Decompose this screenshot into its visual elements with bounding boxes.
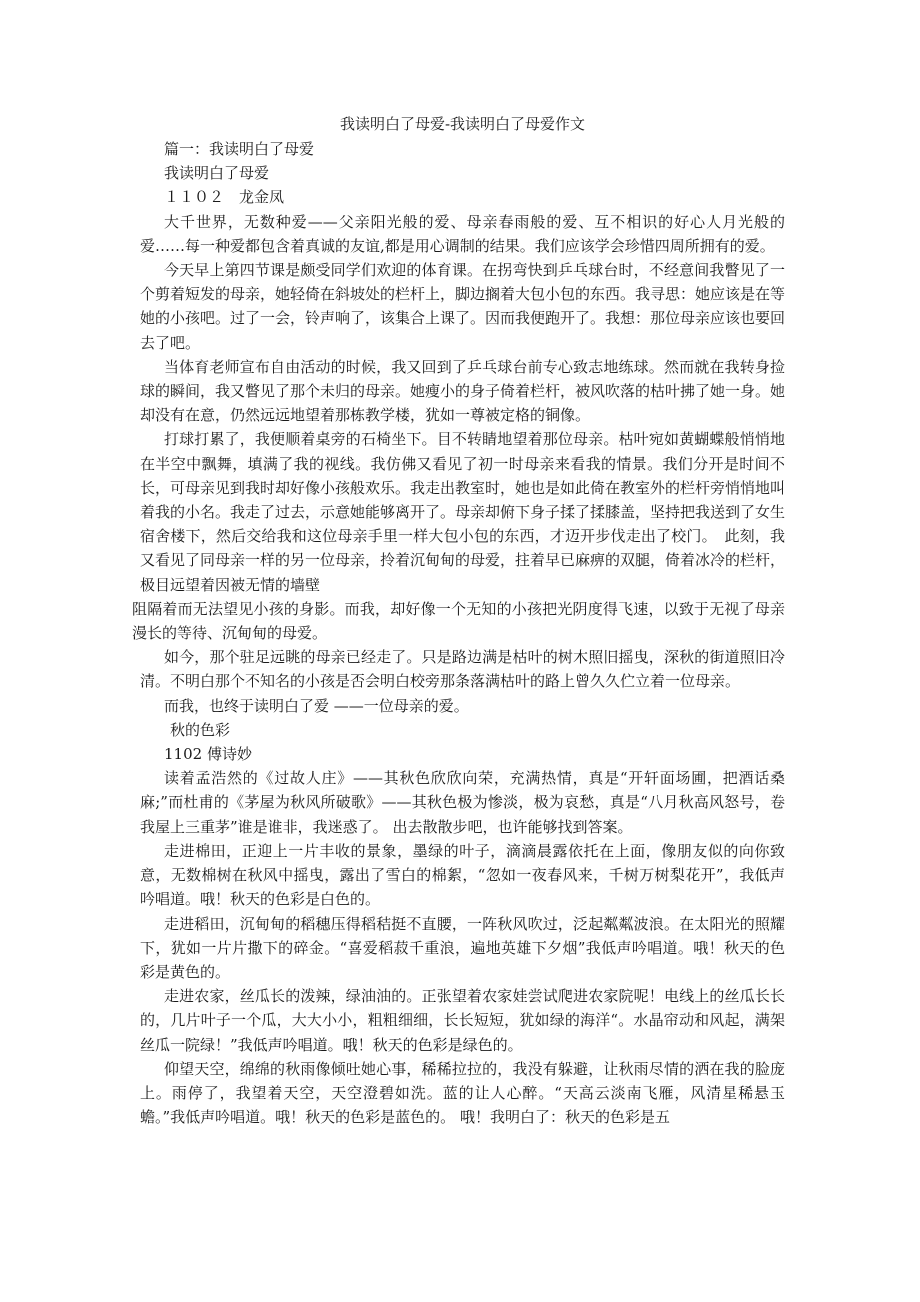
paragraph: 大千世界，无数种爱——父亲阳光般的爱、母亲春雨般的爱、互不相识的好心人月光般的爱……每一种爱都包含着真诚的友谊,都是用心调制的结果。我们应该学会珍惜四周所拥有的爱。 [140,212,785,255]
paragraph: 仰望天空，绵绵的秋雨像倾吐她心事，稀稀拉拉的，我没有躲避，让秋雨尽情的洒在我的脸庞上。雨停了，我望着天空，天空澄碧如洗。蓝的让人心醉。“天高云淡南飞雁，风清星稀悬玉蟾。”我低声吟唱道。哦！秋天的色彩是蓝色的。 哦！我明白了：秋天的色彩是五 [140,1059,785,1127]
document-title: 我读明白了母爱-我读明白了母爱作文 [339,115,586,133]
document-page [132,112,786,1129]
paragraph: 走进棉田，正迎上一片丰收的景象，墨绿的叶子，滴滴晨露依托在上面，像朋友似的向你致意，无数棉树在秋风中摇曳，露出了雪白的棉絮，“忽如一夜春风来，千树万树梨花开”，我低声吟唱道。哦！秋天的色彩是白色的。 [140,841,785,909]
essay-author: １１０２ 龙金凤 [164,188,285,207]
essay-title: 秋的色彩 [170,720,231,739]
paragraph: 而我，也终于读明白了爱 ——一位母亲的爱。 [164,696,469,715]
paragraph: 打球打累了，我便顺着桌旁的石椅坐下。目不转睛地望着那位母亲。枯叶宛如黄蝴蝶般悄悄地在半空中飘舞，填满了我的视线。我仿佛又看见了初一时母亲来看我的情景。我们分开是时间不长，可母亲见到我时却好像小孩般欢乐。我走出教室时，她也是如此倚在教室外的栏杆旁悄悄地叫着我的小名。我走了过去，示意她能够离开了。母亲却俯下身子揉了揉膝盖，坚持把我送到了女生宿舍楼下，然后交给我和这位母亲手里一样大包小包的东西，才迈开步伐走出了校门。 此刻，我又看见了同母亲一样的另一位母亲，拎着沉甸甸的母爱，拄着早已麻痹的双腿，倚着冰冷的栏杆，极目远望着因被无情的墙壁 [140,430,786,594]
essay-author: 1102 傅诗妙 [164,745,252,764]
paragraph: 走进农家，丝瓜长的泼辣，绿油油的。正张望着农家娃尝试爬进农家院呢！电线上的丝瓜长长的，几片叶子一个瓜，大大小小，粗粗细细，长长短短，犹如绿的海洋“。水晶帘动和风起，满架丝瓜一院绿！”我低声吟唱道。哦！秋天的色彩是绿色的。 [140,987,785,1054]
paragraph: 当体育老师宣布自由活动的时候，我又回到了乒乓球台前专心致志地练球。然而就在我转身捡球的瞬间，我又瞥见了那个未归的母亲。她瘦小的身子倚着栏杆，被风吹落的枯叶拂了她一身。她却没有在意，仍然远远地望着那栋教学楼，犹如一尊被定格的铜像。 [140,357,786,425]
section-heading: 篇一：我读明白了母爱 [164,140,315,158]
paragraph: 走进稻田，沉甸甸的稻穗压得稻秸挺不直腰，一阵秋风吹过，泛起粼粼波浪。在太阳光的照耀下，犹如一片片撒下的碎金。“喜爱稻菽千重浪，遍地英雄下夕烟”我低声吟唱道。哦！秋天的色彩是黄色的。 [140,914,785,981]
paragraph: 读着孟浩然的《过故人庄》——其秋色欣欣向荣，充满热情，真是“开轩面场圃，把酒话桑麻;”而杜甫的《茅屋为秋风所破歌》——其秋色极为惨淡，极为哀愁，真是“八月秋高风怒号，卷我屋上三重茅”谁是谁非，我迷惑了。 出去散散步吧，也许能够找到答案。 [140,769,785,836]
paragraph: 今天早上第四节课是颇受同学们欢迎的体育课。在拐弯快到乒乓球台时，不经意间我瞥见了一个剪着短发的母亲，她轻倚在斜坡处的栏杆上，脚边搁着大包小包的东西。我寻思：她应该是在等她的小孩吧。过了一会，铃声响了，该集合上课了。因而我便跑开了。我想：那位母亲应该也要回去了吧。 [140,261,786,352]
essay-title: 我读明白了母爱 [164,164,270,183]
paragraph: 阻隔着而无法望见小孩的身影。而我，却好像一个无知的小孩把光阴度得飞速，以致于无视了母亲漫长的等待、沉甸甸的母爱。 [132,599,785,643]
paragraph: 如今，那个驻足远眺的母亲已经走了。只是路边满是枯叶的树木照旧摇曳，深秋的街道照旧冷清。不明白那个不知名的小孩是否会明白校旁那条落满枯叶的路上曾久久伫立着一位母亲。 [140,648,785,691]
